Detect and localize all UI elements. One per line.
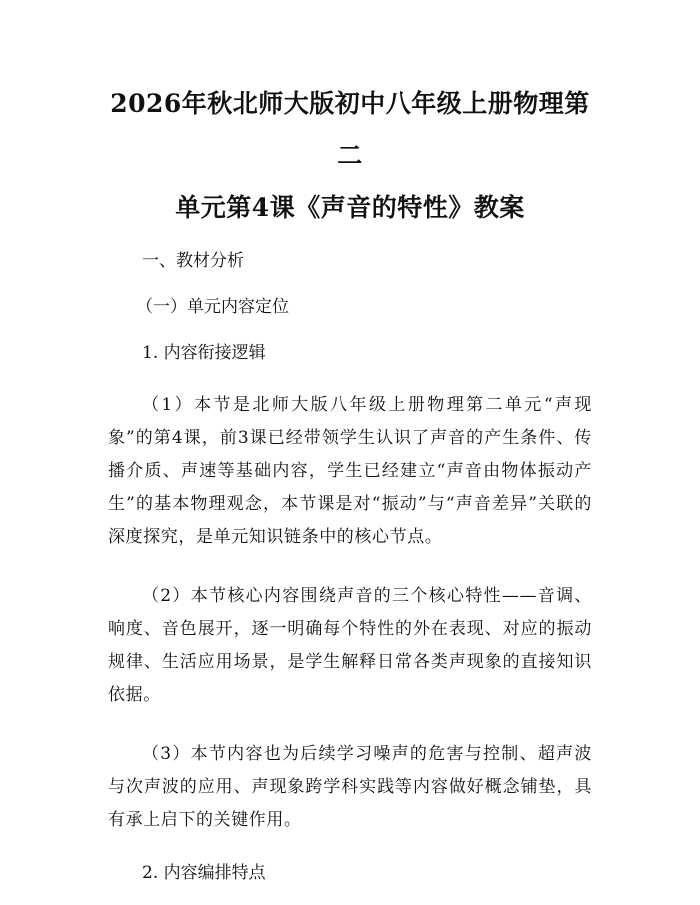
item-heading-content-logic: 1. 内容衔接逻辑: [142, 343, 266, 363]
title-line-1: 2026年秋北师大版初中八年级上册物理第二: [110, 89, 590, 170]
subsection-heading-unit-positioning: （一）单元内容定位: [136, 297, 289, 317]
section-heading-materials-analysis: 一、教材分析: [142, 251, 244, 271]
document-title: [108, 78, 592, 234]
title-line-2: 单元第4课《声音的特性》教案: [175, 193, 525, 222]
paragraph-2: （2）本节核心内容围绕声音的三个核心特性——音调、响度、音色展开，逐一明确每个特性的外在表现、对应的振动规律、生活应用场景，是学生解释日常各类声现象的直接知识依据。: [108, 586, 592, 705]
paragraph-3: （3）本节内容也为后续学习噪声的危害与控制、超声波与次声波的应用、声现象跨学科实践等内容做好概念铺垫，具有承上启下的关键作用。: [108, 744, 592, 830]
item-heading-content-arrangement: 2. 内容编排特点: [142, 863, 266, 883]
paragraph-1: （1）本节是北师大版八年级上册物理第二单元“声现象”的第4课，前3课已经带领学生认识了声音的产生条件、传播介质、声速等基础内容，学生已经建立“声音由物体振动产生”的基本物理观念，本节课是对“振动”与“声音差异”关联的深度探究，是单元知识链条中的核心节点。: [108, 395, 592, 547]
